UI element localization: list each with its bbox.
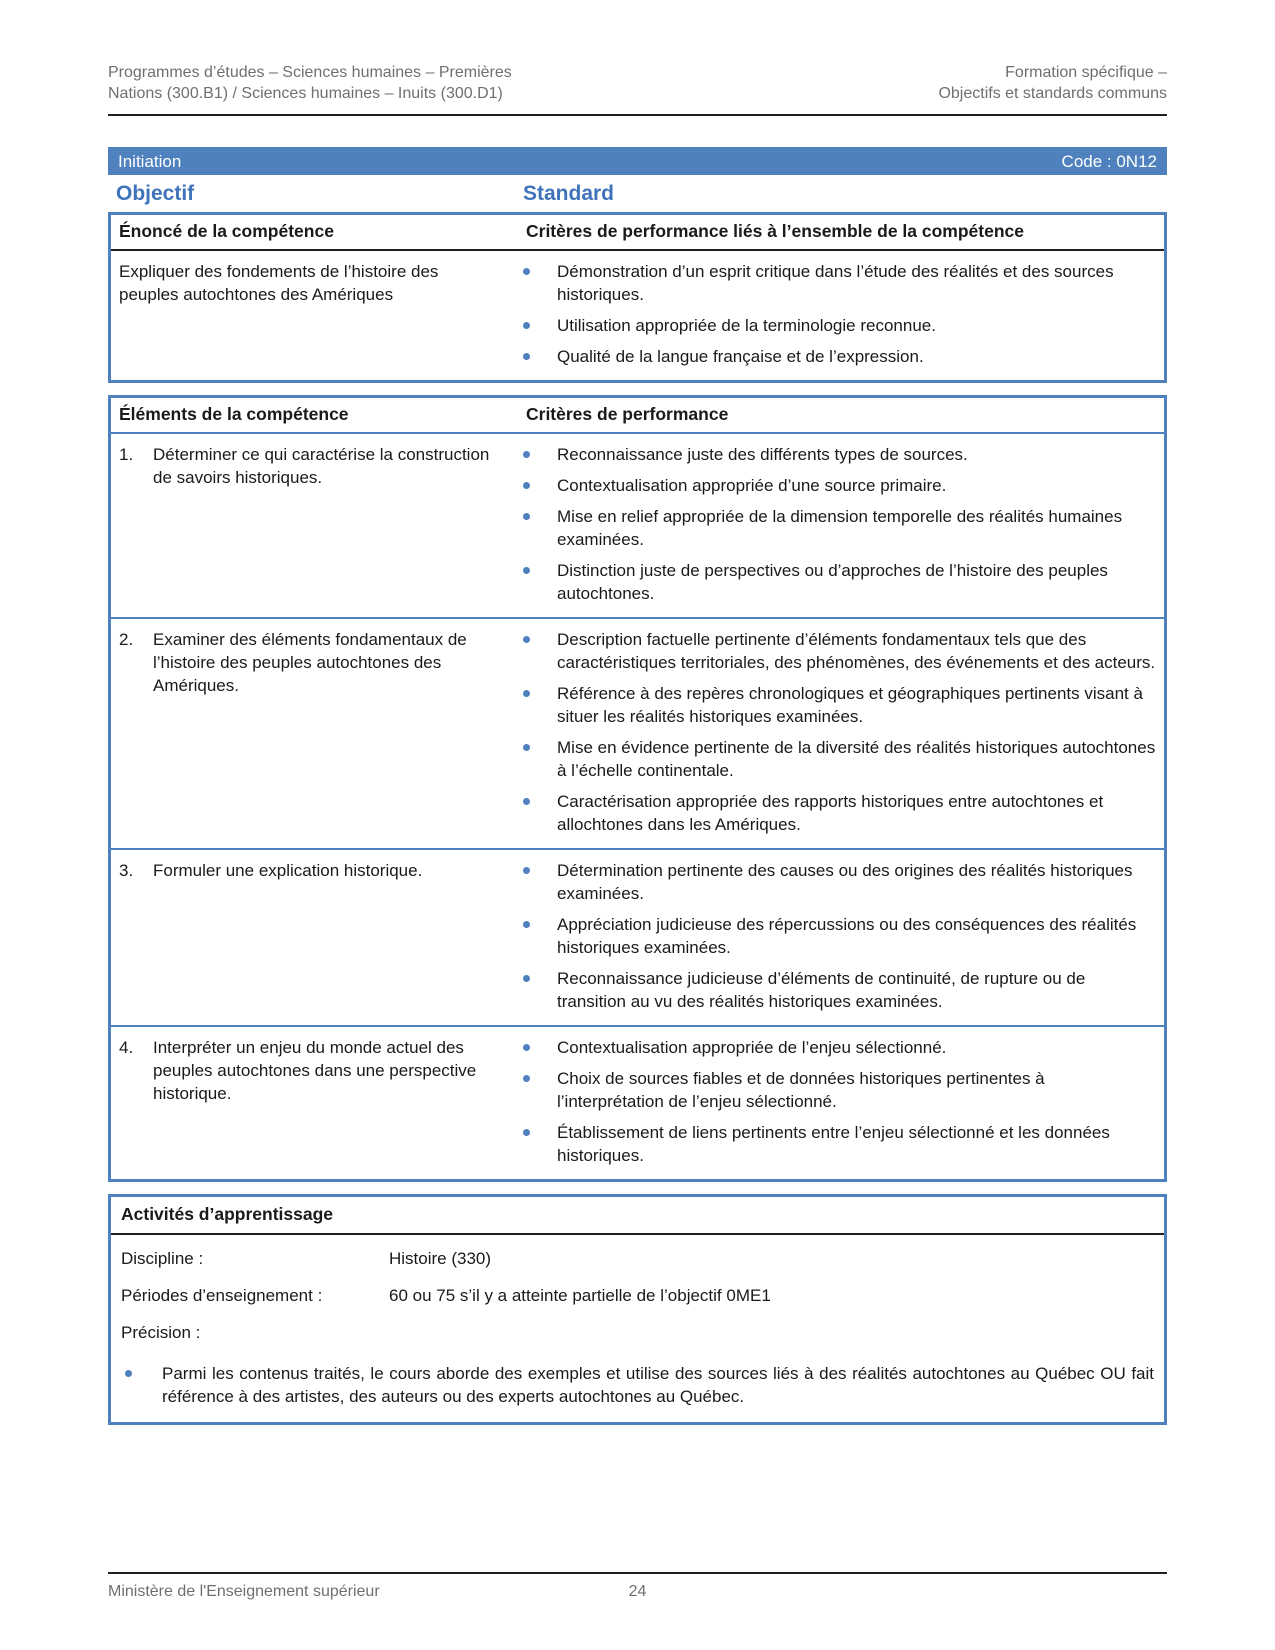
bullet-icon	[523, 690, 530, 697]
element-text: Déterminer ce qui caractérise la construction de savoirs historiques.	[153, 445, 490, 487]
criterion-text: Qualité de la langue française et de l’expression.	[557, 347, 924, 366]
running-header-left-line2: Nations (300.B1) / Sciences humaines – Inuits (300.D1)	[108, 85, 503, 102]
field-value	[389, 1321, 1154, 1344]
bullet-icon	[125, 1370, 132, 1377]
document-page	[108, 0, 1167, 1650]
criterion-text: Contextualisation appropriée de l’enjeu sélectionné.	[557, 1038, 947, 1057]
precision-item	[121, 1362, 1154, 1408]
element-item	[111, 443, 518, 605]
bullet-icon	[523, 1075, 530, 1082]
criterion-text: Démonstration d’un esprit critique dans l’étude des réalités et des sources historiques.	[557, 262, 1114, 304]
field-value: 60 ou 75 s’il y a atteinte partielle de l’objectif 0ME1	[389, 1286, 771, 1305]
field-label: Discipline :	[121, 1249, 204, 1268]
activities-field	[121, 1284, 1154, 1307]
list-item	[518, 682, 1156, 728]
criterion-text: Mise en évidence pertinente de la diversité des réalités historiques autochtones à l’échelle continentale.	[557, 738, 1156, 780]
bullet-icon	[523, 268, 530, 275]
list-item	[518, 913, 1156, 959]
banner-code: Code : 0N12	[1061, 151, 1157, 171]
running-header-right-line2: Objectifs et standards communs	[938, 85, 1167, 102]
list-item	[518, 736, 1156, 782]
criterion-text: Reconnaissance juste des différents types de sources.	[557, 445, 968, 464]
element-text: Interpréter un enjeu du monde actuel des peuples autochtones dans une perspective historique.	[153, 1038, 477, 1103]
bullet-icon	[523, 353, 530, 360]
elements-right-header: Critères de performance	[526, 404, 729, 424]
list-item	[518, 443, 1156, 466]
list-item	[518, 1036, 1156, 1059]
list-item	[518, 859, 1156, 905]
list-item	[518, 505, 1156, 551]
activities-field	[121, 1247, 1154, 1270]
running-header	[108, 62, 1167, 116]
competence-table	[108, 212, 1167, 383]
element-number: 3.	[119, 861, 134, 880]
running-header-left	[108, 62, 512, 104]
bullet-icon	[523, 1129, 530, 1136]
element-item	[111, 1036, 518, 1167]
bullet-icon	[523, 451, 530, 458]
element-text: Formuler une explication historique.	[153, 861, 423, 880]
field-label: Périodes d’enseignement :	[121, 1286, 323, 1305]
running-header-left-line1: Programmes d’études – Sciences humaines – Premières	[108, 64, 512, 81]
element-text: Examiner des éléments fondamentaux de l’histoire des peuples autochtones des Amériques.	[153, 630, 467, 695]
criterion-text: Appréciation judicieuse des répercussions ou des conséquences des réalités historiques examinées.	[557, 915, 1137, 957]
competence-right-header: Critères de performance liés à l’ensemble de la compétence	[526, 221, 1024, 241]
running-header-right-line1: Formation spécifique –	[1005, 64, 1167, 81]
bullet-icon	[523, 798, 530, 805]
bullet-icon	[523, 482, 530, 489]
elements-left-header: Éléments de la compétence	[119, 404, 349, 424]
footer-page-number: 24	[628, 1583, 647, 1600]
criterion-text: Distinction juste de perspectives ou d’approches de l’histoire des peuples autochtones.	[557, 561, 1108, 603]
list-item	[518, 967, 1156, 1013]
precision-text: Parmi les contenus traités, le cours aborde des exemples et utilise des sources liés à des réalités autochtones au Québec OU fait référence à des artistes, des auteurs ou des experts autochtones au Québec.	[162, 1364, 1154, 1406]
competence-table-header	[111, 215, 1164, 251]
criterion-text: Mise en relief appropriée de la dimension temporelle des réalités humaines examinées.	[557, 507, 1123, 549]
table-row	[111, 434, 1164, 617]
criterion-text: Contextualisation appropriée d’une source primaire.	[557, 476, 947, 495]
competence-statement: Expliquer des fondements de l’histoire des peuples autochtones des Amériques	[119, 262, 439, 304]
elements-table-header	[111, 398, 1164, 434]
section-headings	[108, 175, 1167, 212]
list-item	[518, 559, 1156, 605]
table-row	[111, 848, 1164, 1025]
criterion-text: Référence à des repères chronologiques et géographiques pertinents visant à situer les réalités historiques examinées.	[557, 684, 1143, 726]
list-item	[518, 1067, 1156, 1113]
competence-criteria-list	[518, 260, 1156, 368]
activities-body	[111, 1235, 1164, 1422]
bullet-icon	[523, 921, 530, 928]
criterion-text: Caractérisation appropriée des rapports historiques entre autochtones et allochtones dans les Amériques.	[557, 792, 1104, 834]
field-value: Histoire (330)	[389, 1249, 492, 1268]
bullet-icon	[523, 744, 530, 751]
standard-heading: Standard	[523, 182, 615, 205]
criterion-text: Utilisation appropriée de la terminologie reconnue.	[557, 316, 936, 335]
criteria-list	[518, 443, 1156, 605]
bullet-icon	[523, 513, 530, 520]
criterion-text: Description factuelle pertinente d’éléments fondamentaux tels que des caractéristiques territoriales, des phénomènes, des événements et des acteurs.	[557, 630, 1156, 672]
list-item	[518, 628, 1156, 674]
criterion-text: Établissement de liens pertinents entre l’enjeu sélectionné et les données historiques.	[557, 1123, 1110, 1165]
list-item	[518, 790, 1156, 836]
elements-table	[108, 395, 1167, 1182]
bullet-icon	[523, 867, 530, 874]
section-banner	[108, 147, 1167, 175]
objectif-heading: Objectif	[116, 182, 195, 205]
spacer	[108, 383, 1167, 395]
field-label: Précision :	[121, 1323, 201, 1342]
element-number: 1.	[119, 445, 134, 464]
element-item	[111, 628, 518, 836]
list-item	[518, 345, 1156, 368]
bullet-icon	[523, 636, 530, 643]
running-footer	[108, 1572, 1167, 1602]
competence-row	[111, 251, 1164, 380]
footer-right-spacer	[646, 1581, 1167, 1602]
element-number: 2.	[119, 630, 134, 649]
criterion-text: Détermination pertinente des causes ou des origines des réalités historiques examinées.	[557, 861, 1133, 903]
footer-ministry: Ministère de l'Enseignement supérieur	[108, 1583, 380, 1600]
criteria-list	[518, 859, 1156, 1013]
activities-field	[121, 1321, 1154, 1344]
criterion-text: Reconnaissance judicieuse d’éléments de continuité, de rupture ou de transition au vu des réalités historiques examinées.	[557, 969, 1086, 1011]
criteria-list	[518, 628, 1156, 836]
banner-title: Initiation	[118, 151, 182, 171]
table-row	[111, 1025, 1164, 1179]
bullet-icon	[523, 975, 530, 982]
list-item	[518, 314, 1156, 337]
list-item	[518, 260, 1156, 306]
list-item	[518, 474, 1156, 497]
criteria-list	[518, 1036, 1156, 1167]
running-header-right	[938, 62, 1167, 104]
criterion-text: Choix de sources fiables et de données historiques pertinentes à l’interprétation de l’enjeu sélectionné.	[557, 1069, 1045, 1111]
bullet-icon	[523, 322, 530, 329]
activities-header: Activités d’apprentissage	[111, 1197, 1164, 1235]
list-item	[518, 1121, 1156, 1167]
activities-table	[108, 1194, 1167, 1425]
element-item	[111, 859, 518, 1013]
table-row	[111, 617, 1164, 848]
bullet-icon	[523, 1044, 530, 1051]
element-number: 4.	[119, 1038, 134, 1057]
bullet-icon	[523, 567, 530, 574]
spacer	[108, 1182, 1167, 1194]
competence-left-header: Énoncé de la compétence	[119, 221, 334, 241]
